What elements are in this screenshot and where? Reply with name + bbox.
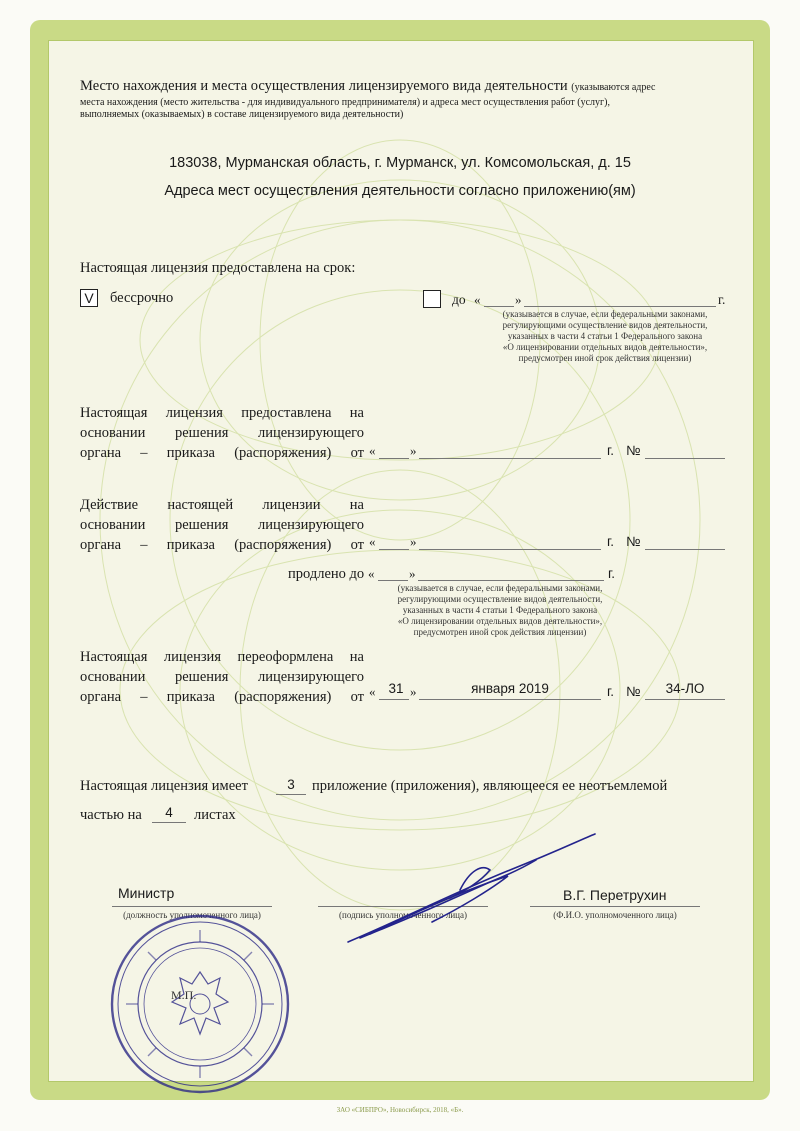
extension-line-3: органа – приказа (распоряжения) от: [80, 537, 364, 553]
address: 183038, Мурманская область, г. Мурманск, ул. Комсомольская, д. 15: [169, 155, 631, 171]
location-hint-3: выполняемых (оказываемых) в составе лицензируемого вида деятельности): [80, 109, 404, 120]
reissue-quote-close: »: [410, 684, 417, 699]
signatory-position: Министр: [118, 885, 175, 901]
term-note-3: указанных в части 4 статьи 1 Федерального закона: [507, 331, 703, 341]
location-heading-block: [80, 78, 730, 96]
appendix-sheets: 4: [165, 805, 173, 820]
extension-block: [80, 495, 364, 555]
extended-label: продлено до: [288, 566, 365, 582]
until-year-suffix: г.: [718, 292, 726, 307]
extension-note: [370, 583, 630, 638]
extended-day-line: [378, 580, 408, 581]
reissue-day-line: [379, 699, 409, 700]
handwritten-signature: [340, 830, 600, 950]
reissue-year-suffix: г.: [607, 684, 615, 699]
until-checkbox: [423, 290, 441, 308]
granted-line-1: Настоящая лицензия предоставлена на: [80, 405, 364, 421]
extension-line-2: основании решения лицензирующего: [80, 517, 364, 533]
reissue-line-3: органа – приказа (распоряжения) от: [80, 689, 364, 705]
until-day-line: [484, 306, 514, 307]
reissue-month-year: января 2019: [471, 681, 549, 696]
appendix-text-4: листах: [194, 807, 236, 823]
reissue-day: 31: [388, 681, 404, 696]
appendix-text-1: Настоящая лицензия имеет: [80, 778, 248, 794]
appendix-text-3: частью на: [80, 807, 142, 823]
extension-number-line: [645, 549, 725, 550]
extended-month-line: [418, 580, 604, 581]
reissue-block: [80, 647, 364, 707]
until-month-line: [524, 306, 716, 307]
appendix-count: 3: [287, 777, 295, 792]
position-line: [112, 906, 272, 907]
granted-month-line: [419, 458, 601, 459]
extension-day-line: [379, 549, 409, 550]
term-note-4: «О лицензировании отдельных видов деятельности»,: [502, 342, 708, 352]
extended-quote-close: »: [409, 566, 416, 581]
position-caption: (должность уполномоченного лица): [123, 910, 261, 920]
term-note-5: предусмотрен иной срок действия лицензии): [518, 353, 692, 363]
extension-number-sign: №: [626, 534, 641, 549]
granted-day-line: [379, 458, 409, 459]
extension-year-suffix: г.: [607, 534, 615, 549]
reissue-quote-open: «: [369, 684, 376, 699]
granted-line-3: органа – приказа (распоряжения) от: [80, 445, 364, 461]
extension-month-line: [419, 549, 601, 550]
indefinite-checkbox: V: [80, 289, 98, 307]
appendix-text-2: приложение (приложения), являющееся ее неотъемлемой: [312, 778, 668, 794]
reissue-number-sign: №: [626, 684, 641, 699]
indefinite-label: бессрочно: [110, 290, 174, 306]
location-hint-1: (указываются адрес: [571, 82, 656, 93]
term-note-1: (указывается в случае, если федеральными законами,: [502, 309, 708, 319]
appendix-count-line: [276, 794, 306, 795]
granted-quote-close: »: [410, 443, 417, 458]
extended-year-suffix: г.: [608, 566, 616, 581]
extension-line-1: Действие настоящей лицензии на: [80, 497, 364, 513]
term-note-2: регулирующими осуществление видов деятельности,: [502, 320, 708, 330]
reissue-month-line: [419, 699, 601, 700]
until-prefix: до: [452, 292, 466, 307]
stamp-mark: М.П.: [171, 988, 197, 1002]
reissue-number: 34-ЛО: [665, 681, 705, 696]
granted-block: [80, 403, 364, 463]
extension-quote-close: »: [410, 534, 417, 549]
granted-quote-open: «: [369, 443, 376, 458]
extension-note-3: указанных в части 4 статьи 1 Федерального закона: [402, 605, 598, 615]
location-heading: Место нахождения и места осуществления лицензируемого вида деятельности: [80, 78, 568, 94]
granted-year-suffix: г.: [607, 443, 615, 458]
term-heading: Настоящая лицензия предоставлена на срок:: [80, 260, 356, 276]
appendix-sheets-line: [152, 822, 186, 823]
term-note: [460, 309, 750, 364]
extension-note-2: регулирующими осуществление видов деятельности,: [397, 594, 603, 604]
signatory-name: В.Г. Перетрухин: [563, 887, 667, 903]
extended-quote-open: «: [368, 566, 375, 581]
reissue-number-line: [645, 699, 725, 700]
granted-number-line: [645, 458, 725, 459]
reissue-line-2: основании решения лицензирующего: [80, 669, 364, 685]
extension-note-4: «О лицензировании отдельных видов деятельности»,: [397, 616, 603, 626]
location-hint-2: места нахождения (место жительства - для индивидуального предпринимателя) и адреса мест осуществления работ (услуг),: [80, 97, 610, 108]
until-quote-close: »: [515, 292, 522, 307]
extension-quote-open: «: [369, 534, 376, 549]
official-stamp: [108, 912, 292, 1096]
name-caption: (Ф.И.О. уполномоченного лица): [553, 910, 677, 920]
granted-line-2: основании решения лицензирующего: [80, 425, 364, 441]
reissue-line-1: Настоящая лицензия переоформлена на: [80, 649, 364, 665]
printer-footer: ЗАО «СИБПРО», Новосибирск, 2018, «Б».: [336, 1106, 464, 1114]
signature-caption: (подпись уполномоченного лица): [339, 910, 467, 920]
until-quote-open: «: [474, 292, 481, 307]
extension-note-1: (указывается в случае, если федеральными законами,: [397, 583, 603, 593]
granted-number-sign: №: [626, 443, 641, 458]
activity-sites: Адреса мест осуществления деятельности согласно приложению(ям): [164, 183, 636, 199]
extension-note-5: предусмотрен иной срок действия лицензии): [413, 627, 587, 637]
